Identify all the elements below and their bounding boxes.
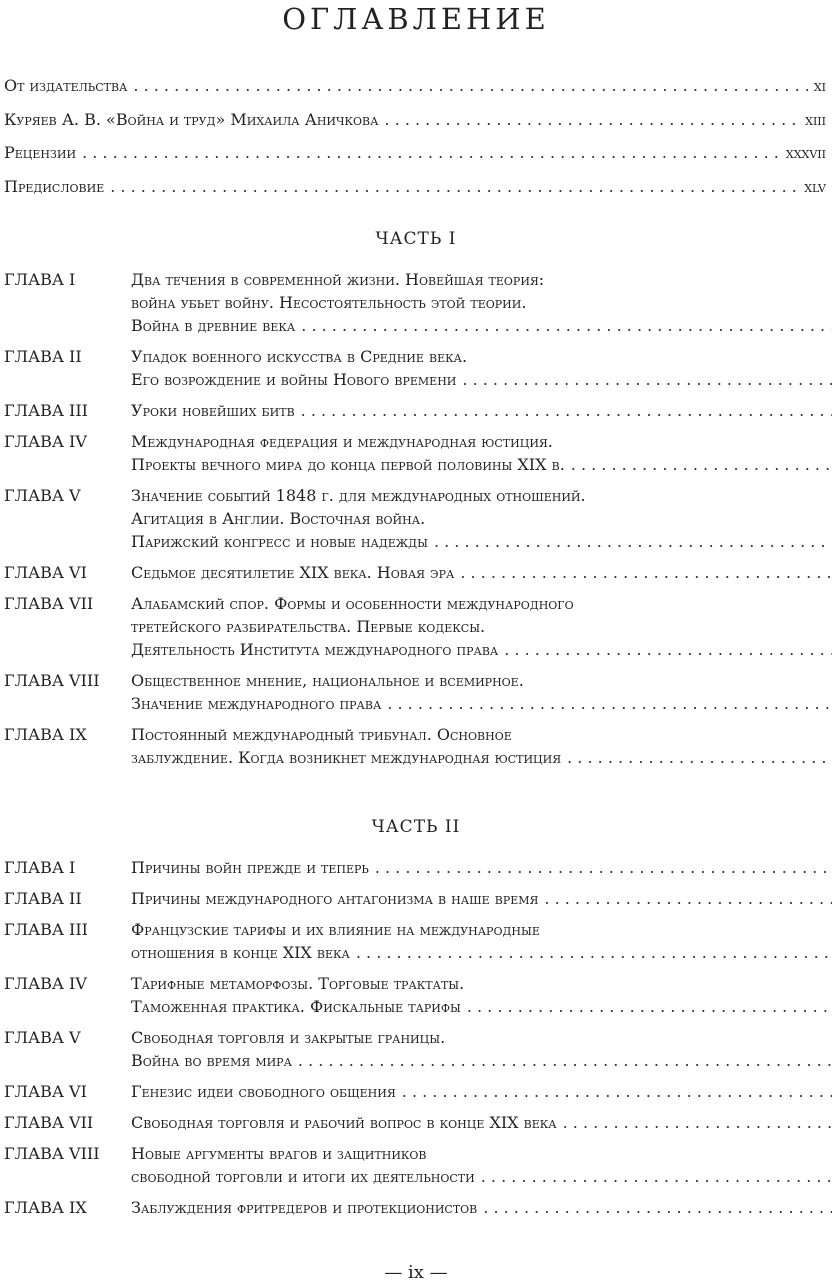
chapter-label: ГЛАВА VI xyxy=(4,563,87,582)
chapter-entry xyxy=(4,723,826,769)
toc-entry-title: Рецензии xyxy=(4,143,77,162)
part-heading-1: ЧАСТЬ I xyxy=(375,229,457,249)
chapter-title-line: Французские тарифы и их влияние на международные xyxy=(131,920,540,939)
chapter-body xyxy=(131,1142,832,1188)
chapter-last-line xyxy=(131,746,832,769)
chapter-body xyxy=(131,592,832,661)
chapter-title-line: Таможенная практика. Фискальные тарифы xyxy=(131,997,461,1016)
chapter-body xyxy=(131,972,832,1018)
chapter-body xyxy=(131,918,832,964)
chapter-title-line: отношения в конце XIX века xyxy=(131,943,350,962)
chapter-title-line: Деятельность Института международного права xyxy=(131,640,499,659)
chapter-label: ГЛАВА IV xyxy=(4,432,87,451)
chapter-body xyxy=(131,484,832,553)
chapter-title-line: свободной торговли и итоги их деятельности xyxy=(131,1167,475,1186)
chapter-entry xyxy=(4,669,826,715)
chapter-label: ГЛАВА I xyxy=(4,858,76,877)
chapter-title-line: Война в древние века xyxy=(131,316,296,335)
dot-leader xyxy=(571,453,832,476)
chapter-body xyxy=(131,561,832,584)
chapter-title-line: Постоянный международный трибунал. Основное xyxy=(131,725,512,744)
chapter-title-line: Парижский конгресс и новые надежды xyxy=(131,532,428,551)
chapter-label: ГЛАВА VII xyxy=(4,594,94,613)
dot-leader xyxy=(504,638,832,661)
dot-leader xyxy=(301,399,832,422)
chapter-title-line: Значение событий 1848 г. для международных отношений. xyxy=(131,486,586,505)
chapter-title-line: Причины международного антагонизма в наше время xyxy=(131,889,539,908)
chapter-entry xyxy=(4,430,826,476)
chapter-title-line: Общественное мнение, национальное и всемирное. xyxy=(131,671,524,690)
chapter-label: ГЛАВА VIII xyxy=(4,1144,100,1163)
page-number-footer: — ix — xyxy=(384,1262,448,1283)
chapter-last-line xyxy=(131,368,832,391)
chapter-body xyxy=(131,723,832,769)
chapter-last-line xyxy=(131,561,832,584)
chapter-title-line: Генезис идеи свободного общения xyxy=(131,1082,396,1101)
chapter-body xyxy=(131,345,832,391)
toc-entry xyxy=(4,110,826,144)
dot-leader xyxy=(387,692,832,715)
dot-leader xyxy=(375,856,832,879)
chapter-entry xyxy=(4,592,826,661)
chapter-entry xyxy=(4,1142,826,1188)
chapter-title-line: Седьмое десятилетие XIX века. Новая эра xyxy=(131,563,455,582)
chapter-label: ГЛАВА III xyxy=(4,920,88,939)
chapter-last-line xyxy=(131,314,832,337)
chapter-entry xyxy=(4,918,826,964)
chapter-last-line xyxy=(131,887,832,910)
chapter-title-line: Два течения в современной жизни. Новейшая теория: xyxy=(131,270,545,289)
page-title: ОГЛАВЛЕНИЕ xyxy=(282,2,550,36)
dot-leader xyxy=(481,1165,832,1188)
toc-entry-title: От издательства xyxy=(4,76,128,95)
chapter-last-line xyxy=(131,995,832,1018)
chapter-body xyxy=(131,856,832,879)
toc-entry xyxy=(4,76,826,110)
chapter-title-line: Свободная торговля и рабочий вопрос в конце XIX века xyxy=(131,1113,557,1132)
chapter-label: ГЛАВА V xyxy=(4,486,81,505)
dot-leader xyxy=(467,995,832,1018)
chapter-label: ГЛАВА IX xyxy=(4,725,87,744)
chapter-title-line: Его возрождение и войны Нового времени xyxy=(131,370,457,389)
chapter-title-line: Агитация в Англии. Восточная война. xyxy=(131,509,426,528)
chapter-last-line xyxy=(131,1049,832,1072)
part-heading-2: ЧАСТЬ II xyxy=(371,817,461,837)
chapter-body xyxy=(131,1026,832,1072)
dot-leader xyxy=(483,1196,832,1219)
chapter-title-line: Свободная торговля и закрытые границы. xyxy=(131,1028,446,1047)
chapter-entry xyxy=(4,887,826,910)
chapter-title-line: Уроки новейших битв xyxy=(131,401,295,420)
dot-leader xyxy=(301,314,832,337)
dot-leader xyxy=(563,1111,832,1134)
dot-leader xyxy=(133,76,807,95)
chapter-last-line xyxy=(131,1111,832,1134)
chapter-title-line: третейского разбирательства. Первые кодексы. xyxy=(131,617,486,636)
toc-entry-page: xxxvii xyxy=(785,143,826,162)
toc-entry-title: Предисловие xyxy=(4,176,105,196)
chapter-title-line: Новые аргументы врагов и защитников xyxy=(131,1144,427,1163)
chapter-title-line: Алабамский спор. Формы и особенности международного xyxy=(131,594,574,613)
chapter-label: ГЛАВА II xyxy=(4,347,82,366)
chapter-last-line xyxy=(131,941,832,964)
dot-leader xyxy=(298,1049,832,1072)
chapter-entry xyxy=(4,268,826,337)
chapter-body xyxy=(131,1111,832,1134)
dot-leader xyxy=(402,1080,832,1103)
chapter-entry xyxy=(4,345,826,391)
chapter-body xyxy=(131,669,832,715)
chapter-label: ГЛАВА I xyxy=(4,270,76,289)
dot-leader xyxy=(82,143,780,162)
chapter-last-line xyxy=(131,1196,832,1219)
part-1-chapter-list xyxy=(4,268,826,777)
chapter-body xyxy=(131,268,832,337)
chapter-title-line: Проекты вечного мира до конца первой половины XIX в. xyxy=(131,455,565,474)
chapter-last-line xyxy=(131,856,832,879)
chapter-label: ГЛАВА V xyxy=(4,1028,81,1047)
chapter-last-line xyxy=(131,638,832,661)
chapter-entry xyxy=(4,1196,826,1219)
front-matter-list xyxy=(4,76,826,210)
chapter-label: ГЛАВА VI xyxy=(4,1082,87,1101)
chapter-title-line: Тарифные метаморфозы. Торговые трактаты. xyxy=(131,974,465,993)
toc-entry xyxy=(4,143,826,177)
toc-entry xyxy=(4,177,826,211)
dot-leader xyxy=(462,368,832,391)
toc-entry-page: xlv xyxy=(804,176,826,196)
dot-leader xyxy=(434,530,832,553)
chapter-last-line xyxy=(131,1165,832,1188)
chapter-last-line xyxy=(131,453,832,476)
chapter-title-line: Причины войн прежде и теперь xyxy=(131,858,369,877)
chapter-entry xyxy=(4,484,826,553)
chapter-entry xyxy=(4,561,826,584)
dot-leader xyxy=(567,746,832,769)
chapter-last-line xyxy=(131,1080,832,1103)
dot-leader xyxy=(110,177,798,196)
chapter-title-line: война убьет войну. Несостоятельность этой теории. xyxy=(131,293,527,312)
toc-entry-page: xi xyxy=(813,76,826,95)
chapter-last-line xyxy=(131,530,832,553)
dot-leader xyxy=(384,110,799,129)
chapter-title-line: Война во время мира xyxy=(131,1051,292,1070)
chapter-title-line: заблуждение. Когда возникнет международная юстиция xyxy=(131,748,562,767)
chapter-label: ГЛАВА IX xyxy=(4,1198,87,1217)
chapter-entry xyxy=(4,972,826,1018)
chapter-entry xyxy=(4,1026,826,1072)
chapter-title-line: Упадок военного искусства в Средние века. xyxy=(131,347,468,366)
chapter-label: ГЛАВА VII xyxy=(4,1113,94,1132)
chapter-last-line xyxy=(131,692,832,715)
toc-entry-title: Куряев А. В. «Война и труд» Михаила Аничкова xyxy=(4,109,379,129)
chapter-entry xyxy=(4,399,826,422)
chapter-body xyxy=(131,1080,832,1103)
chapter-title-line: Международная федерация и международная юстиция. xyxy=(131,432,553,451)
dot-leader xyxy=(544,887,832,910)
chapter-body xyxy=(131,430,832,476)
chapter-body xyxy=(131,887,832,910)
chapter-entry xyxy=(4,1080,826,1103)
chapter-body xyxy=(131,399,832,422)
chapter-label: ГЛАВА VIII xyxy=(4,671,100,690)
chapter-body xyxy=(131,1196,832,1219)
chapter-entry xyxy=(4,856,826,879)
chapter-title-line: Значение международного права xyxy=(131,694,382,713)
chapter-label: ГЛАВА IV xyxy=(4,974,87,993)
chapter-label: ГЛАВА II xyxy=(4,889,82,908)
dot-leader xyxy=(356,941,832,964)
chapter-label: ГЛАВА III xyxy=(4,401,88,420)
toc-entry-page: xiii xyxy=(805,109,826,129)
part-2-chapter-list xyxy=(4,856,826,1227)
dot-leader xyxy=(460,561,832,584)
chapter-last-line xyxy=(131,399,832,422)
chapter-title-line: Заблуждения фритредеров и протекционистов xyxy=(131,1198,478,1217)
chapter-entry xyxy=(4,1111,826,1134)
